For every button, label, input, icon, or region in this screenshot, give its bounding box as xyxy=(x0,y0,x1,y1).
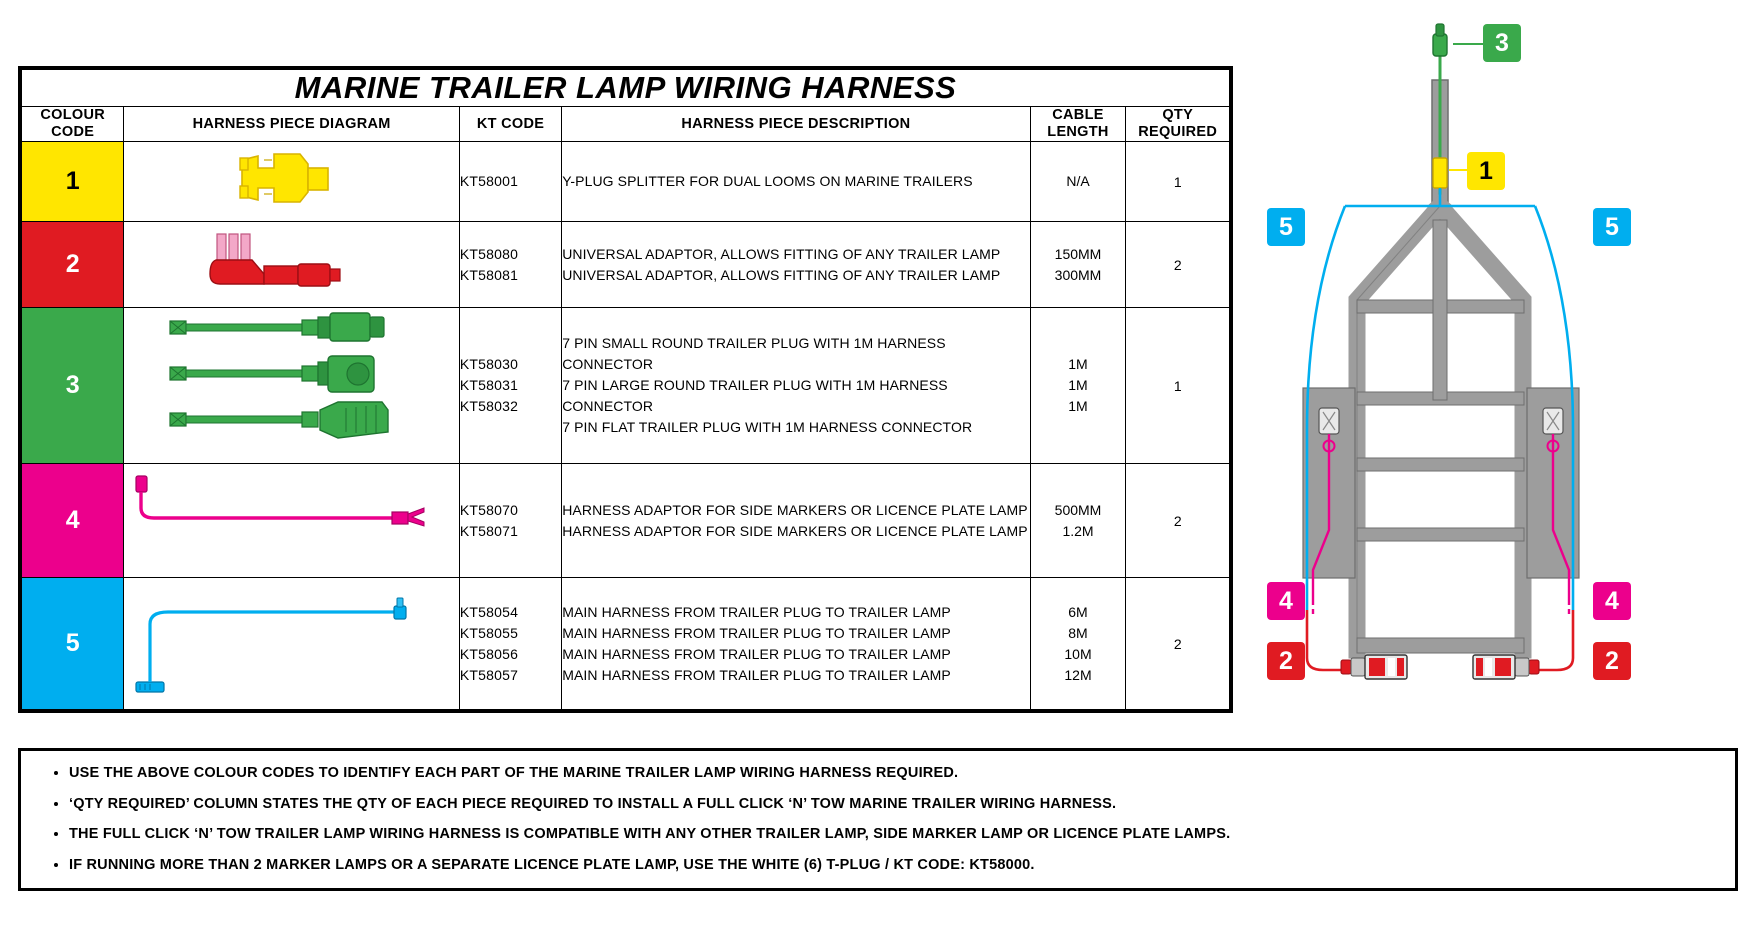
kt-code-cell-5 xyxy=(459,578,561,710)
page-title: MARINE TRAILER LAMP WIRING HARNESS xyxy=(22,70,1230,107)
column-header-description xyxy=(562,107,1030,142)
callout-badge-4-right xyxy=(1593,582,1631,620)
tail-lamp-left xyxy=(1341,655,1407,679)
cable-length: N/A xyxy=(1066,173,1090,190)
description-cell-5 xyxy=(562,578,1030,710)
callout-badge-5-right xyxy=(1593,208,1631,246)
description-line: MAIN HARNESS FROM TRAILER PLUG TO TRAILER LAMP xyxy=(562,645,951,662)
table-title-row xyxy=(22,70,1230,107)
colour-code-label: 4 xyxy=(65,506,80,535)
column-header-qty xyxy=(1126,107,1230,142)
cable-length-cell-2 xyxy=(1030,222,1126,308)
description-line: Y-PLUG SPLITTER FOR DUAL LOOMS ON MARINE TRAILERS xyxy=(562,173,973,190)
description-cell-4 xyxy=(562,464,1030,578)
callout-badge-2-right xyxy=(1593,642,1631,680)
y-plug-splitter-graphic xyxy=(124,142,432,216)
note-item: • ‘QTY REQUIRED’ COLUMN STATES THE QTY OF EACH PIECE REQUIRED TO INSTALL A FULL CLICK ‘N’ TOW MARINE TRAILER WIRING HARNESS. xyxy=(69,795,1725,815)
description-line: UNIVERSAL ADAPTOR, ALLOWS FITTING OF ANY TRAILER LAMP xyxy=(562,245,1001,262)
colour-code-cell-1 xyxy=(22,142,124,222)
cable-length-cell-1 xyxy=(1030,142,1126,222)
harness-diagram-cell-5 xyxy=(124,578,459,710)
table-row xyxy=(22,464,1230,578)
colour-code-cell-2 xyxy=(22,222,124,308)
tail-lamp-lead-right xyxy=(1539,610,1573,670)
cable-length: 12M xyxy=(1064,666,1092,683)
harness-diagram-cell-4 xyxy=(124,464,459,578)
cable-length: 10M xyxy=(1064,645,1092,662)
description-line: MAIN HARNESS FROM TRAILER PLUG TO TRAILER LAMP xyxy=(562,666,951,683)
notes-panel xyxy=(18,748,1738,891)
qty-value: 2 xyxy=(1173,635,1182,652)
table-row xyxy=(22,578,1230,710)
column-header-cable-length xyxy=(1030,107,1126,142)
note-item: • THE FULL CLICK ‘N’ TOW TRAILER LAMP WIRING HARNESS IS COMPATIBLE WITH ANY OTHER TRAILER LAMP, SIDE MARKER LAMP OR LICENCE PLATE LAMPS. xyxy=(69,825,1725,845)
column-header-colour-code-label: COLOUR CODE xyxy=(40,107,105,141)
cable-length: 6M xyxy=(1068,603,1088,620)
qty-value: 1 xyxy=(1173,377,1182,394)
cable-length: 300MM xyxy=(1054,266,1102,283)
column-header-kt-code-label: KT CODE xyxy=(476,115,545,132)
cable-length: 8M xyxy=(1068,624,1088,641)
description-line: MAIN HARNESS FROM TRAILER PLUG TO TRAILER LAMP xyxy=(562,603,951,620)
kt-code-cell-3 xyxy=(459,308,561,464)
note-item: • IF RUNNING MORE THAN 2 MARKER LAMPS OR A SEPARATE LICENCE PLATE LAMP, USE THE WHITE (6) T-PLUG / KT CODE: KT58000. xyxy=(69,856,1725,876)
kt-code: KT58081 xyxy=(459,266,519,283)
callout-label: 4 xyxy=(1605,587,1619,615)
callout-badge-1 xyxy=(1467,152,1505,190)
colour-code-cell-3 xyxy=(22,308,124,464)
main-harness-graphic xyxy=(124,578,432,704)
column-header-diagram xyxy=(124,107,459,142)
description-line: HARNESS ADAPTOR FOR SIDE MARKERS OR LICENCE PLATE LAMP xyxy=(562,522,1028,539)
column-header-diagram-label: HARNESS PIECE DIAGRAM xyxy=(192,115,391,132)
description-cell-1 xyxy=(562,142,1030,222)
tail-lamp-lead-left xyxy=(1307,610,1341,670)
harness-table xyxy=(21,69,1230,710)
harness-diagram-cell-2 xyxy=(124,222,459,308)
qty-cell-3 xyxy=(1126,308,1230,464)
colour-code-cell-5 xyxy=(22,578,124,710)
cable-length: 150MM xyxy=(1054,245,1102,262)
kt-code: KT58032 xyxy=(459,398,519,415)
tail-lamp-right xyxy=(1473,655,1539,679)
description-line: 7 PIN LARGE ROUND TRAILER PLUG WITH 1M HARNESS CONNECTOR xyxy=(562,377,948,415)
description-line: MAIN HARNESS FROM TRAILER PLUG TO TRAILER LAMP xyxy=(562,624,951,641)
cable-length: 500MM xyxy=(1054,501,1102,518)
colour-code-label: 1 xyxy=(65,167,80,196)
colour-code-label: 5 xyxy=(65,629,80,658)
cable-length: 1M xyxy=(1068,377,1088,394)
kt-code: KT58071 xyxy=(459,522,519,539)
callout-label: 5 xyxy=(1279,213,1293,241)
callout-badge-2-left xyxy=(1267,642,1305,680)
colour-code-cell-4 xyxy=(22,464,124,578)
trailer-plug-graphics xyxy=(124,308,432,458)
kt-code-cell-4 xyxy=(459,464,561,578)
trailer-schematic-svg xyxy=(1245,10,1745,720)
kt-code: KT58070 xyxy=(459,501,519,518)
cable-length: 1.2M xyxy=(1062,522,1094,539)
callout-badge-5-left xyxy=(1267,208,1305,246)
kt-code: KT58001 xyxy=(459,173,519,190)
callout-badge-3 xyxy=(1483,24,1521,62)
description-line: UNIVERSAL ADAPTOR, ALLOWS FITTING OF ANY TRAILER LAMP xyxy=(562,266,1001,283)
note-item: • USE THE ABOVE COLOUR CODES TO IDENTIFY EACH PART OF THE MARINE TRAILER LAMP WIRING HARNESS REQUIRED. xyxy=(69,764,1725,784)
qty-value: 2 xyxy=(1173,512,1182,529)
column-header-description-label: HARNESS PIECE DESCRIPTION xyxy=(681,115,911,132)
callout-label: 4 xyxy=(1279,587,1293,615)
qty-cell-4 xyxy=(1126,464,1230,578)
callout-label: 3 xyxy=(1495,29,1509,57)
kt-code: KT58031 xyxy=(459,377,519,394)
harness-diagram-cell-1 xyxy=(124,142,459,222)
notes-list xyxy=(47,764,1725,875)
cable-length-cell-4 xyxy=(1030,464,1126,578)
cable-length: 1M xyxy=(1068,356,1088,373)
y-splitter-marker xyxy=(1433,158,1447,188)
column-header-qty-label: QTY REQUIRED xyxy=(1138,107,1218,141)
callout-label: 5 xyxy=(1605,213,1619,241)
cable-length-cell-3 xyxy=(1030,308,1126,464)
colour-code-label: 2 xyxy=(65,250,80,279)
table-row xyxy=(22,142,1230,222)
cable-length-cell-5 xyxy=(1030,578,1126,710)
cable-length: 1M xyxy=(1068,398,1088,415)
qty-cell-2 xyxy=(1126,222,1230,308)
kt-code: KT58054 xyxy=(459,603,519,620)
kt-code: KT58030 xyxy=(459,356,519,373)
qty-cell-1 xyxy=(1126,142,1230,222)
qty-cell-5 xyxy=(1126,578,1230,710)
description-line: 7 PIN SMALL ROUND TRAILER PLUG WITH 1M HARNESS CONNECTOR xyxy=(562,335,946,373)
table-header-row xyxy=(22,107,1230,142)
side-marker-adaptor-graphic xyxy=(124,464,432,572)
kt-code: KT58080 xyxy=(459,245,519,262)
qty-value: 1 xyxy=(1173,173,1182,190)
kt-code: KT58056 xyxy=(459,645,519,662)
description-line: HARNESS ADAPTOR FOR SIDE MARKERS OR LICENCE PLATE LAMP xyxy=(562,501,1028,518)
table-row xyxy=(22,308,1230,464)
kt-code: KT58057 xyxy=(459,666,519,683)
callout-label: 2 xyxy=(1605,647,1619,675)
qty-value: 2 xyxy=(1173,256,1182,273)
colour-code-label: 3 xyxy=(65,371,80,400)
table-row xyxy=(22,222,1230,308)
column-header-kt-code xyxy=(459,107,561,142)
universal-adaptor-graphic xyxy=(124,222,432,302)
column-header-cable-length-label: CABLE LENGTH xyxy=(1047,107,1109,141)
harness-diagram-cell-3 xyxy=(124,308,459,464)
kt-code-cell-2 xyxy=(459,222,561,308)
description-cell-3 xyxy=(562,308,1030,464)
callout-badge-4-left xyxy=(1267,582,1305,620)
description-cell-2 xyxy=(562,222,1030,308)
kt-code: KT58055 xyxy=(459,624,519,641)
harness-table-container xyxy=(18,66,1233,713)
kt-code-cell-1 xyxy=(459,142,561,222)
column-header-colour-code xyxy=(22,107,124,142)
description-line: 7 PIN FLAT TRAILER PLUG WITH 1M HARNESS CONNECTOR xyxy=(562,419,973,436)
callout-label: 1 xyxy=(1479,157,1493,185)
trailer-illustration xyxy=(1245,10,1745,720)
callout-label: 2 xyxy=(1279,647,1293,675)
